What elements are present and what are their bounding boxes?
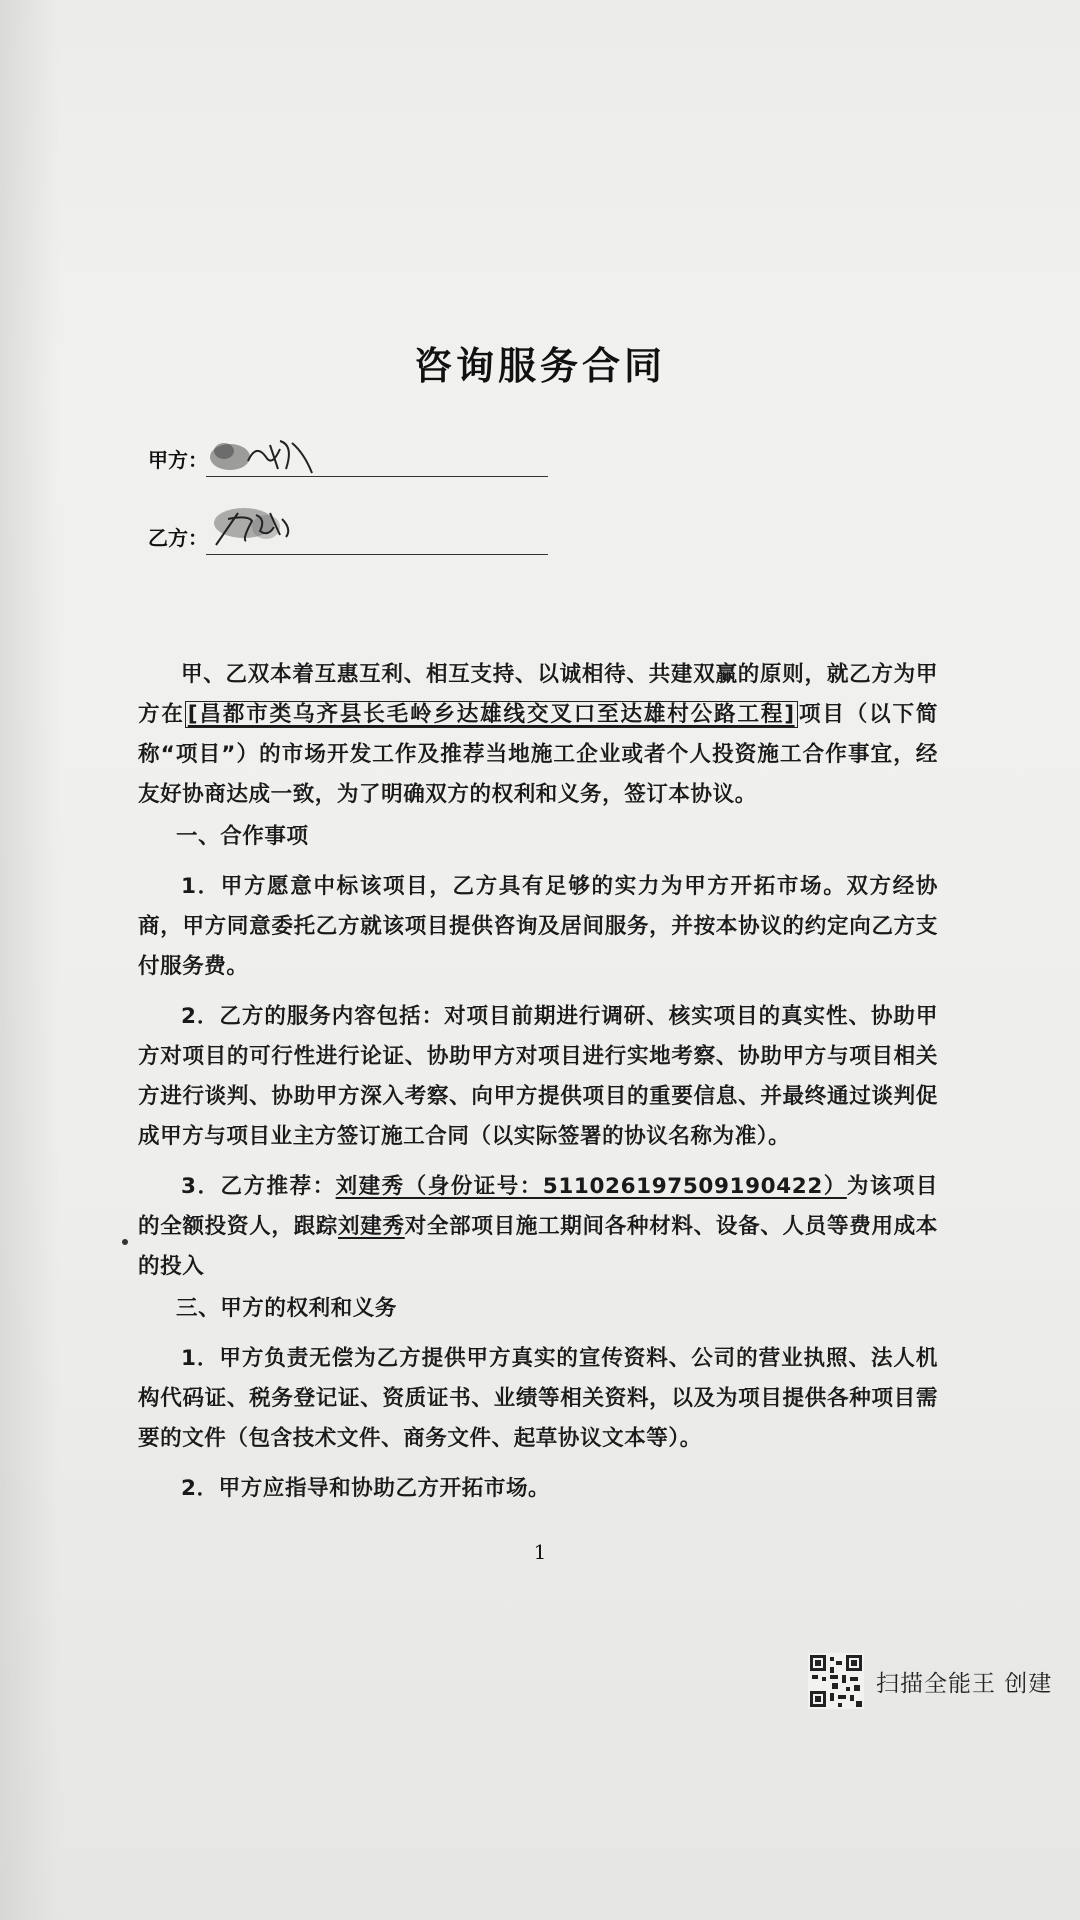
page-number: 1 xyxy=(533,1540,547,1564)
section1-item2: 2．乙方的服务内容包括：对项目前期进行调研、核实项目的真实性、协助甲方对项目的可行性进行论证、协助甲方对项目进行实地考察、协助甲方与项目相关方进行谈判、协助甲方深入考察、向甲方提供项目的重要信息、并最终通过谈判促成甲方与项目业主方签订施工合同（以实际签署的协议名称为准）。 xyxy=(138,1004,938,1149)
item3-name: 刘建秀 xyxy=(338,1214,405,1239)
watermark-text: 扫描全能王 创建 xyxy=(876,1670,1053,1697)
scanner-watermark xyxy=(808,1652,1052,1710)
section1-item3 xyxy=(138,1167,938,1287)
section3-item1: 1．甲方负责无偿为乙方提供甲方真实的宣传资料、公司的营业执照、法人机构代码证、税务登记证、资质证书、业绩等相关资料，以及为项目提供各种项目需要的文件（包含技术文件、商务文件、起草协议文本等）。 xyxy=(138,1346,938,1451)
contract-body xyxy=(138,655,938,1509)
intro-text-2: 项目（以下简称“项目”）的市场开发工作及推荐当地施工企业或者个人投资施工合作事宜，经友好协商达成一致，为了明确双方的权利和义务，签订本协议。 xyxy=(138,702,938,807)
section3-item2: 2．甲方应指导和协助乙方开拓市场。 xyxy=(181,1476,551,1501)
party-b-signature xyxy=(208,505,318,549)
party-b-signature-line xyxy=(206,554,548,555)
intro-paragraph xyxy=(138,655,938,815)
section1-heading: 一、合作事项 xyxy=(176,824,309,849)
intro-text-1: 甲、乙双本着互惠互利、相互支持、以诚相待、共建双赢的原则，就乙方为甲方在 xyxy=(138,662,938,727)
section1-item1: 1．甲方愿意中标该项目，乙方具有足够的实力为甲方开拓市场。双方经协商，甲方同意委托乙方就该项目提供咨询及居间服务，并按本协议的约定向乙方支付服务费。 xyxy=(138,874,938,979)
project-name: [昌都市类乌齐县长毛岭乡达雄线交叉口至达雄村公路工程] xyxy=(185,701,798,728)
item3-middle: 为该项目的全额投资人，跟踪 xyxy=(138,1174,938,1239)
item3-prefix: 3．乙方推荐： xyxy=(181,1174,336,1199)
item3-recommendee: 刘建秀（身份证号：511026197509190422） xyxy=(335,1174,847,1199)
margin-dot xyxy=(122,1239,128,1245)
party-a-signature-line xyxy=(206,476,548,477)
party-b-label: 乙方： xyxy=(148,526,208,550)
party-a-row xyxy=(148,427,548,477)
page-shadow xyxy=(0,0,60,1920)
section3-heading: 三、甲方的权利和义务 xyxy=(176,1296,398,1321)
party-a-label: 甲方： xyxy=(148,448,208,472)
document-title: 咨询服务合同 xyxy=(413,344,666,388)
qr-code-icon xyxy=(808,1653,864,1709)
party-b-row xyxy=(148,505,548,555)
item3-suffix: 对全部项目施工期间各种材料、设备、人员等费用成本的投入 xyxy=(138,1214,938,1279)
party-a-signature xyxy=(208,431,318,475)
